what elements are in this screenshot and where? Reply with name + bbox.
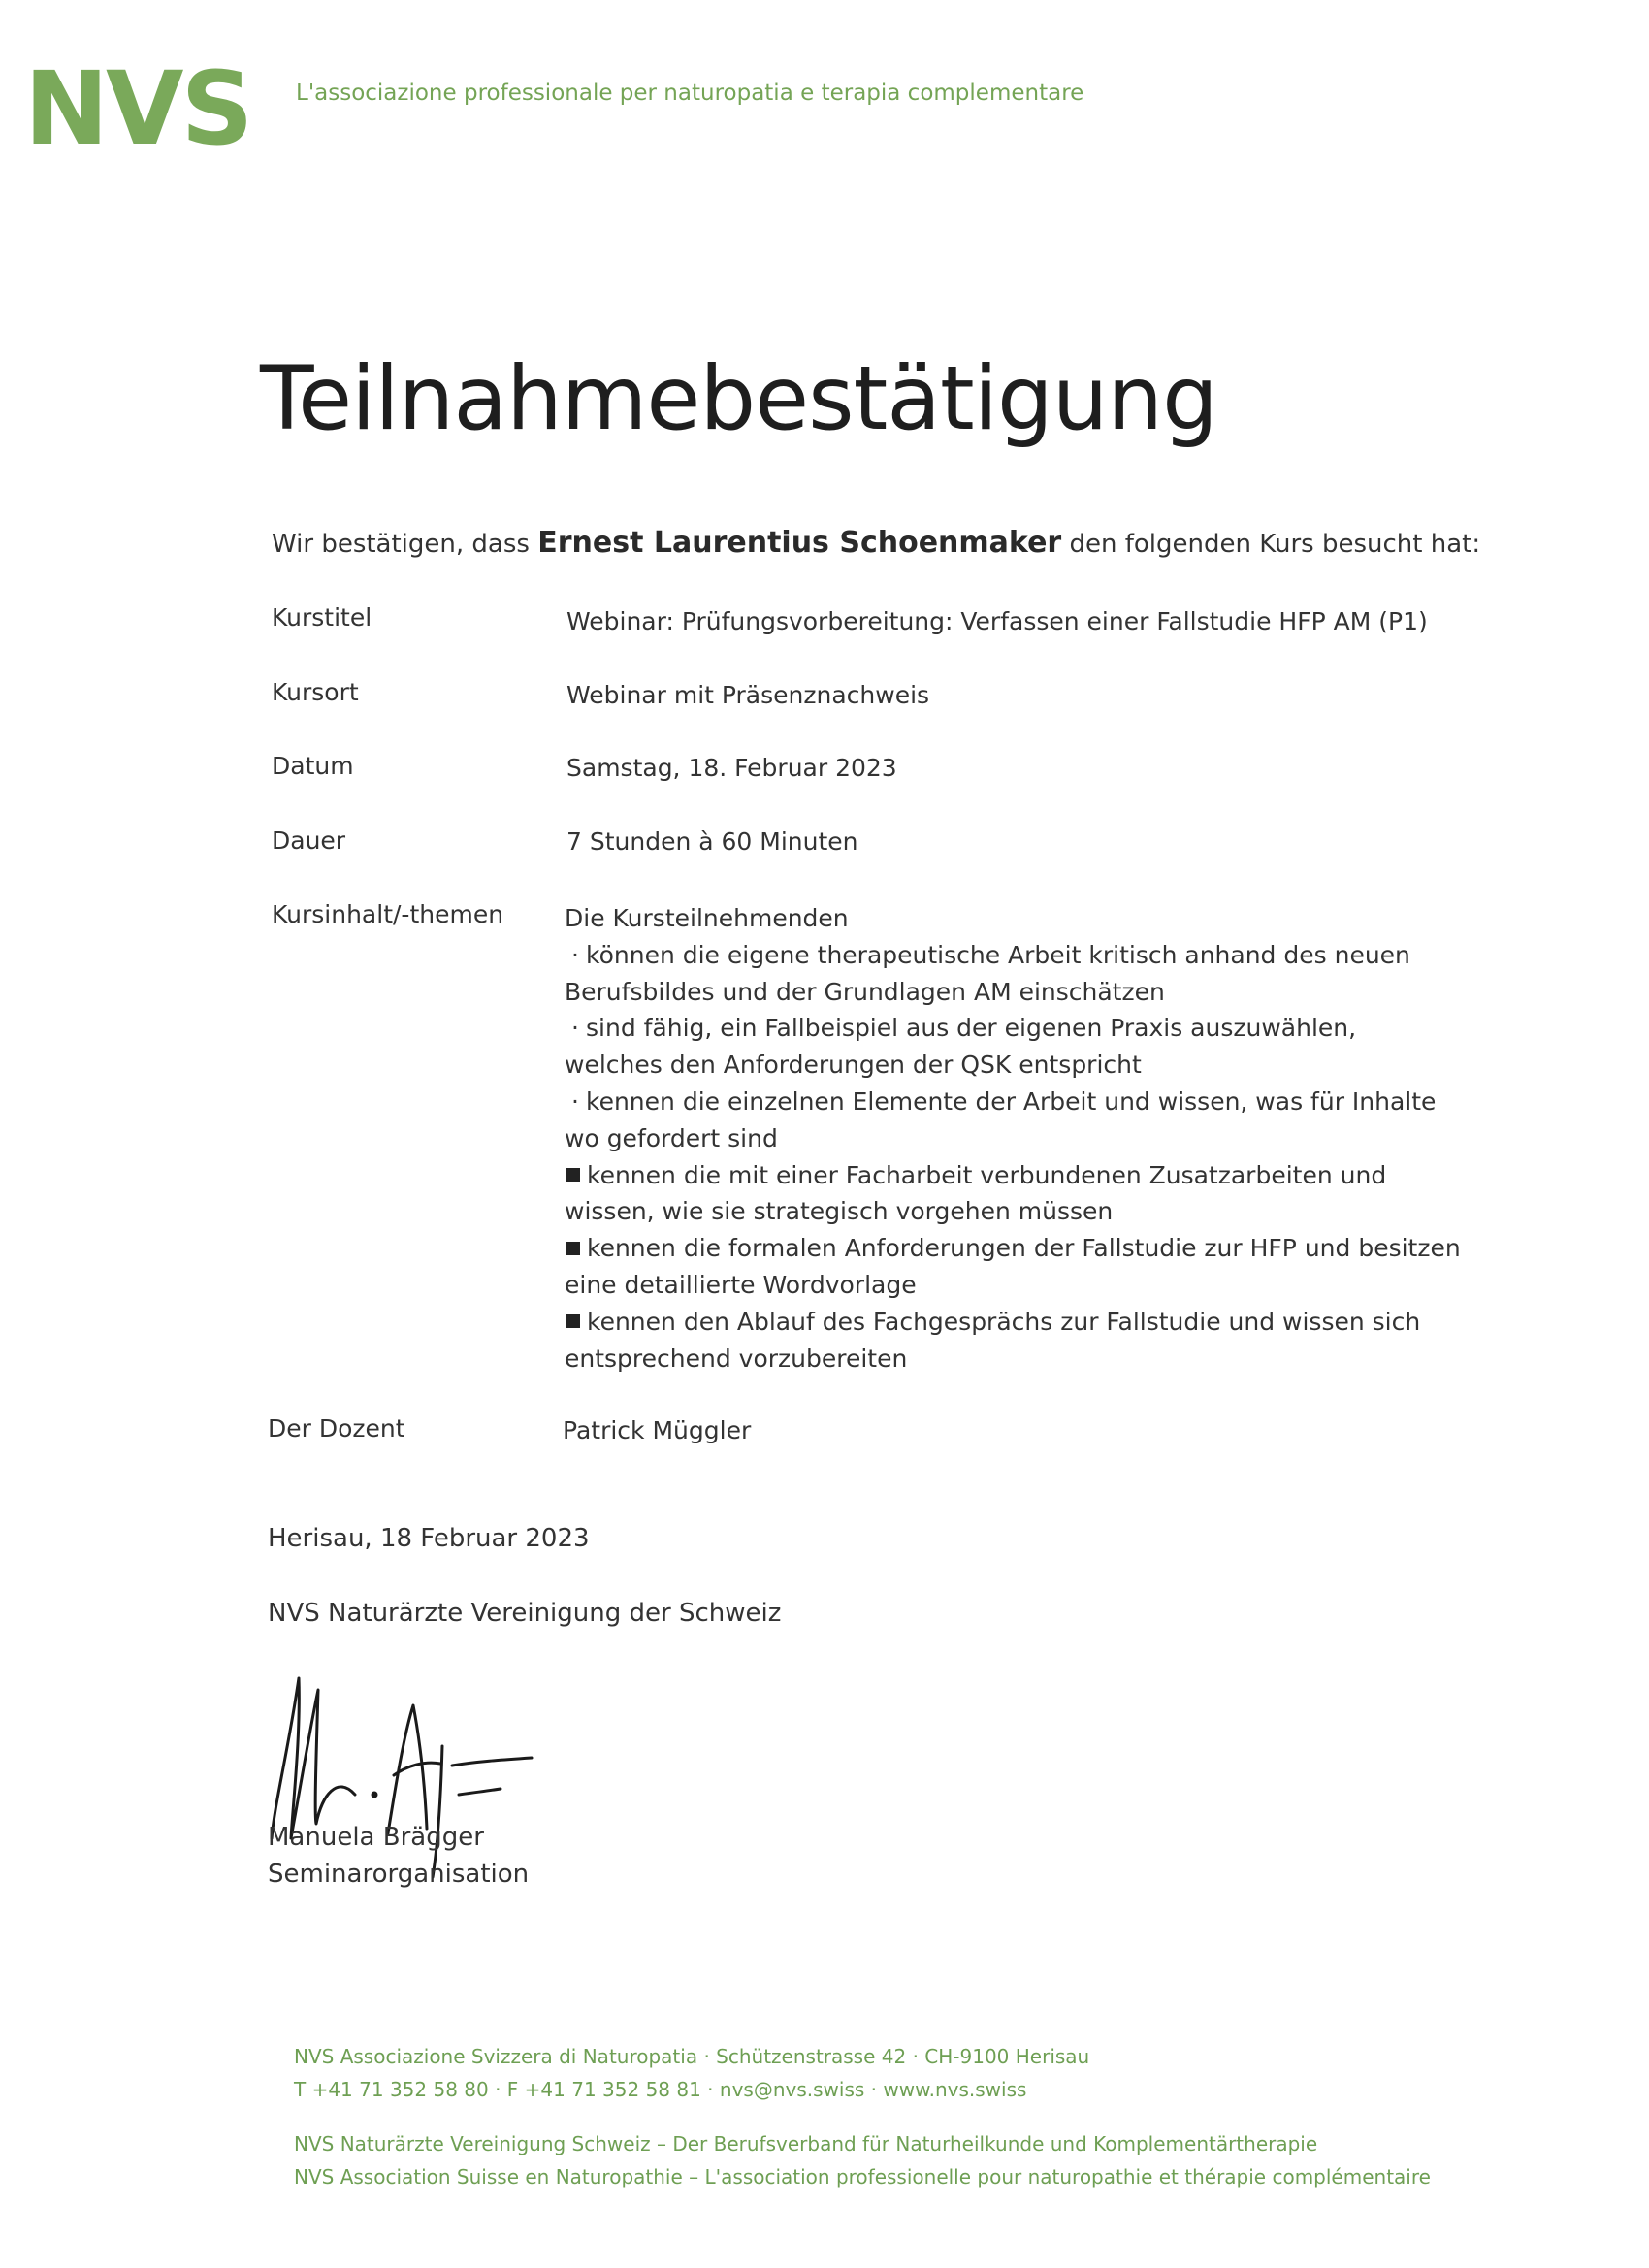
footer-association-de: NVS Naturärzte Vereinigung Schweiz – Der Berufsverband für Naturheilkunde und Komplementärtherapie [294,2132,1318,2155]
bullet-square-icon [566,1314,580,1328]
content-lines [565,937,1461,1377]
footer-association-fr: NVS Association Suisse en Naturopathie – L'association professionelle pour naturopathie et thérapie complémentaire [294,2165,1431,2188]
content-line-text: welches den Anforderungen der QSK entspricht [565,1051,1142,1080]
kursort-label: Kursort [272,678,359,706]
content-line [565,1157,1438,1194]
intro-suffix: den folgenden Kurs besucht hat: [1069,530,1481,559]
content-line-text: wissen, wie sie strategisch vorgehen müssen [565,1197,1114,1226]
kursinhalt-label: Kursinhalt/-themen [272,900,504,928]
kursort-value: Webinar mit Präsenznachweis [566,681,930,709]
bullet-square-icon [566,1168,580,1182]
content-line [565,1267,1438,1304]
content-line [565,974,1438,1011]
footer-address: NVS Associazione Svizzera di Naturopatia · Schützenstrasse 42 · CH-9100 Herisau [294,2045,1090,2068]
content-line-text: sind fähig, ein Fallbeispiel aus der eigenen Praxis auszuwählen, [586,1014,1357,1043]
content-line [565,937,1438,974]
organization-name: NVS Naturärzte Vereinigung der Schweiz [268,1599,782,1628]
dozent-label: Der Dozent [268,1414,405,1442]
content-line [565,1047,1438,1084]
content-line-text: Berufsbildes und der Grundlagen AM einschätzen [565,977,1165,1006]
dauer-value: 7 Stunden à 60 Minuten [566,827,858,856]
content-line [565,1230,1461,1267]
intro-prefix: Wir bestätigen, dass [272,530,530,559]
content-line [565,1341,1438,1377]
content-intro: Die Kursteilnehmenden [565,904,849,932]
content-line-text: kennen die einzelnen Elemente der Arbeit und wissen, was für Inhalte [586,1086,1437,1116]
kurstitel-label: Kurstitel [272,603,372,632]
bullet-dot-icon: · [571,1014,579,1043]
dauer-label: Dauer [272,826,346,855]
bullet-square-icon [566,1242,580,1255]
place-date: Herisau, 18 Februar 2023 [268,1524,590,1553]
content-line-text: kennen die formalen Anforderungen der Fallstudie zur HFP und besitzen [587,1234,1461,1263]
nvs-logo: NVS [24,49,251,168]
content-line-text: kennen die mit einer Facharbeit verbundenen Zusatzarbeiten und [587,1160,1387,1189]
signer-name: Manuela Brägger [268,1823,484,1852]
bullet-dot-icon: · [571,1086,579,1116]
datum-value: Samstag, 18. Februar 2023 [566,754,897,782]
content-line [565,1120,1438,1157]
dozent-value: Patrick Müggler [563,1416,752,1444]
content-line [565,1304,1438,1341]
content-line [565,1193,1438,1230]
intro-sentence [272,526,1480,560]
participant-name: Ernest Laurentius Schoenmaker [537,526,1062,560]
signer-role: Seminarorganisation [268,1860,530,1889]
document-title: Teilnahmebestätigung [260,348,1217,450]
header-tagline: L'associazione professionale per naturopatia e terapia complementare [296,81,1084,106]
content-line-text: wo gefordert sind [565,1123,778,1152]
kurstitel-value: Webinar: Prüfungsvorbereitung: Verfassen einer Fallstudie HFP AM (P1) [566,607,1428,635]
footer-contact: T +41 71 352 58 80 · F +41 71 352 58 81 · nvs@nvs.swiss · www.nvs.swiss [294,2078,1027,2101]
content-line [565,1084,1438,1120]
datum-label: Datum [272,752,354,780]
content-line [565,1010,1438,1047]
course-content-list [565,900,1461,1377]
content-line-text: entsprechend vorzubereiten [565,1344,908,1373]
content-line-text: eine detaillierte Wordvorlage [565,1270,917,1299]
bullet-dot-icon: · [571,940,579,969]
content-line-text: können die eigene therapeutische Arbeit kritisch anhand des neuen [586,940,1410,969]
content-line-text: kennen den Ablauf des Fachgesprächs zur Fallstudie und wissen sich [587,1307,1421,1336]
